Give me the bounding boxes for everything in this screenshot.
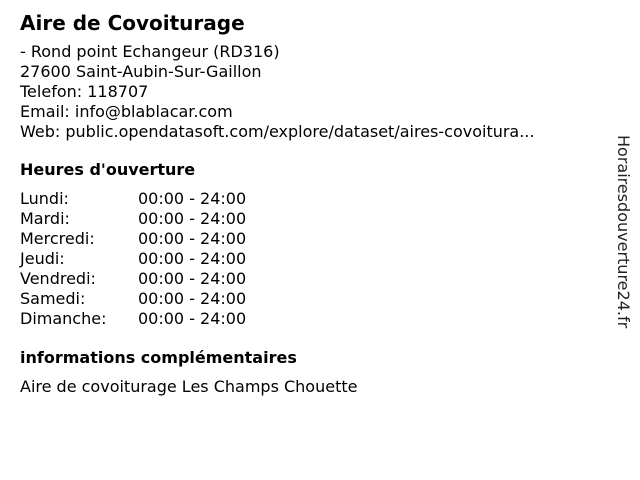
- hours-row-mardi: [20, 209, 600, 229]
- time-range: 00:00 - 24:00: [138, 269, 247, 288]
- time-range: 00:00 - 24:00: [138, 289, 247, 308]
- hours-row-lundi: [20, 189, 600, 209]
- hours-row-jeudi: [20, 249, 600, 269]
- address-block: [20, 42, 600, 142]
- time-range: 00:00 - 24:00: [138, 309, 247, 328]
- opening-hours-table: [20, 189, 600, 329]
- day-label: Mercredi:: [20, 229, 95, 248]
- additional-info-text: Aire de covoiturage Les Champs Chouette: [20, 377, 358, 396]
- day-label: Jeudi:: [20, 249, 65, 268]
- web-line: Web: public.opendatasoft.com/explore/dataset/aires-covoitura...: [20, 122, 535, 141]
- day-label: Samedi:: [20, 289, 86, 308]
- time-range: 00:00 - 24:00: [138, 229, 247, 248]
- email-line: Email: info@blablacar.com: [20, 102, 233, 121]
- time-range: 00:00 - 24:00: [138, 249, 247, 268]
- place-details: [20, 10, 600, 397]
- day-label: Mardi:: [20, 209, 70, 228]
- additional-info-heading: informations complémentaires: [20, 348, 297, 367]
- time-range: 00:00 - 24:00: [138, 189, 247, 208]
- page-title: Aire de Covoiturage: [20, 11, 245, 35]
- opening-hours-heading: Heures d'ouverture: [20, 160, 196, 179]
- hours-row-samedi: [20, 289, 600, 309]
- time-range: 00:00 - 24:00: [138, 209, 247, 228]
- hours-row-mercredi: [20, 229, 600, 249]
- day-label: Lundi:: [20, 189, 69, 208]
- phone-line: Telefon: 118707: [20, 82, 149, 101]
- day-label: Dimanche:: [20, 309, 107, 328]
- address-line-1: - Rond point Echangeur (RD316): [20, 42, 280, 61]
- hours-row-dimanche: [20, 309, 600, 329]
- day-label: Vendredi:: [20, 269, 96, 288]
- address-line-2: 27600 Saint-Aubin-Sur-Gaillon: [20, 62, 262, 81]
- site-watermark: Horairesdouverture24.fr: [614, 135, 633, 329]
- hours-row-vendredi: [20, 269, 600, 289]
